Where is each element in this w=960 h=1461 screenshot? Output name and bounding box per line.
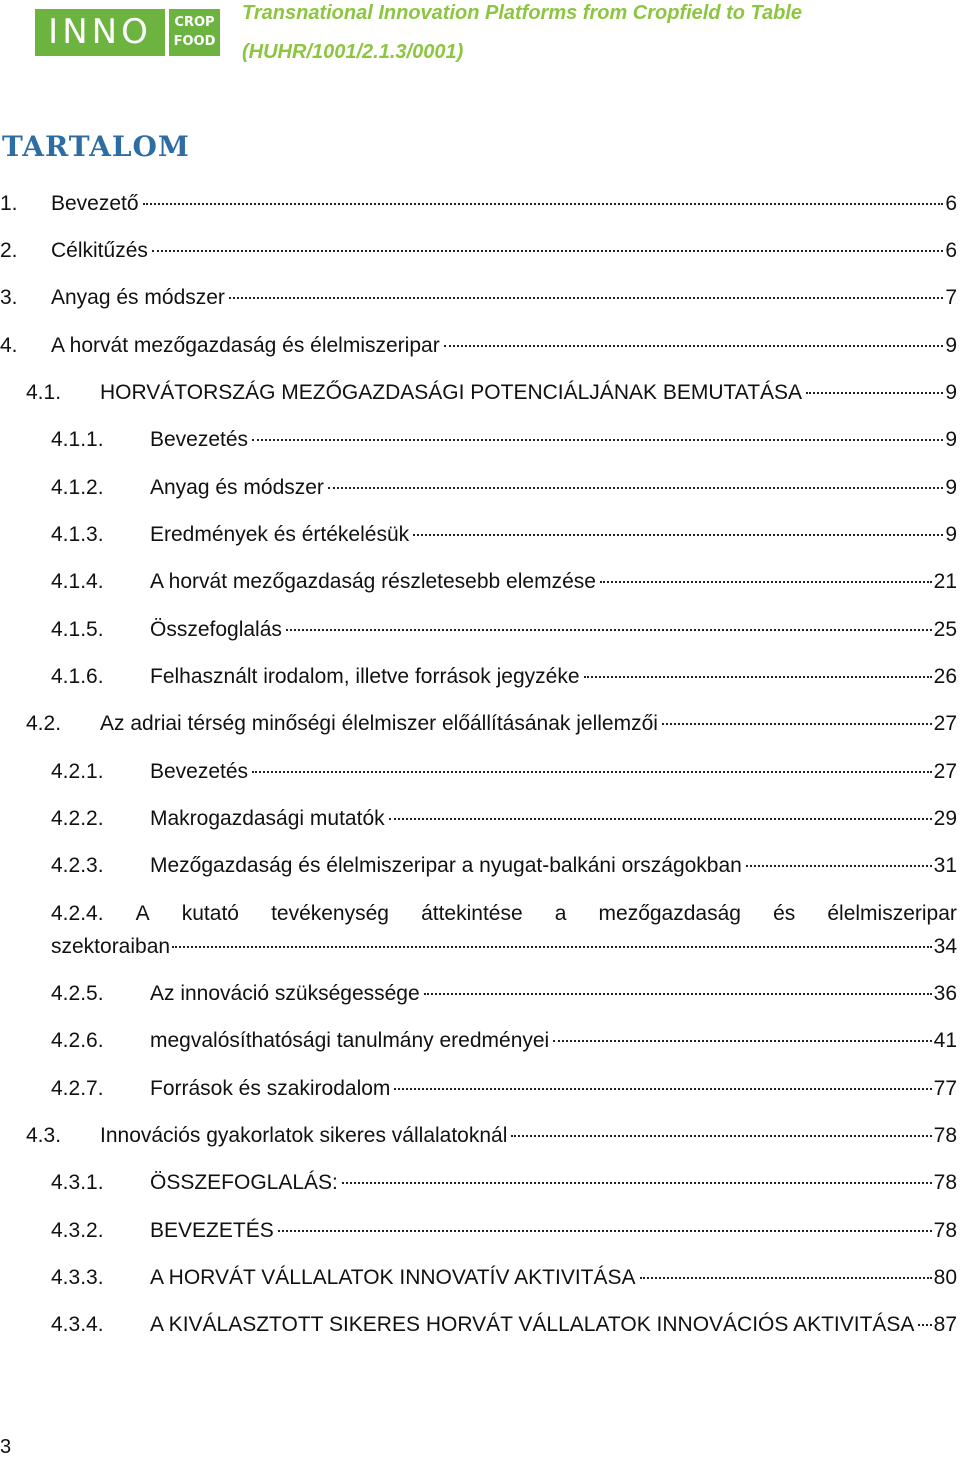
logo-food-text: FOOD bbox=[173, 34, 216, 49]
toc-entry-title: megvalósíthatósági tanulmány eredményei bbox=[150, 1029, 550, 1052]
toc-entry-number: 4.2.3. bbox=[51, 854, 104, 877]
toc-entry-title: Mezőgazdaság és élelmiszeripar a nyugat-balkáni országokban bbox=[150, 854, 742, 877]
toc-entry-number: 4.2.7. bbox=[51, 1077, 104, 1100]
project-title: Transnational Innovation Platforms from Cropfield to Table bbox=[242, 2, 803, 24]
toc-entry-title-word: áttekintése bbox=[421, 902, 523, 925]
toc-entry-leader bbox=[150, 1261, 957, 1295]
toc-entry-page: 78 bbox=[933, 1124, 957, 1147]
toc-entry-leader bbox=[51, 281, 957, 315]
toc-entry[interactable] bbox=[0, 1261, 960, 1295]
toc-entry[interactable] bbox=[0, 977, 960, 1011]
toc-dot-leader bbox=[278, 1230, 932, 1232]
toc-entry[interactable] bbox=[0, 707, 960, 741]
toc-entry-number: 4.2. bbox=[26, 712, 62, 735]
toc-entry-leader bbox=[150, 1024, 957, 1058]
toc-entry-title: A horvát mezőgazdaság részletesebb elemzése bbox=[150, 570, 596, 593]
toc-entry-title: Bevezetés bbox=[150, 428, 249, 451]
toc-entry-leader bbox=[150, 471, 957, 505]
toc-entry-number: 4.3. bbox=[26, 1124, 62, 1147]
toc-entry-title: Innovációs gyakorlatok sikeres vállalatoknál bbox=[100, 1124, 508, 1147]
toc-entry-wrapped-line1 bbox=[51, 897, 957, 931]
toc-entry-number: 4.1. bbox=[26, 381, 62, 404]
toc-entry[interactable] bbox=[0, 423, 960, 457]
toc-entry[interactable] bbox=[0, 471, 960, 505]
toc-entry-title-word: kutató bbox=[181, 902, 239, 925]
toc-entry[interactable] bbox=[0, 281, 960, 315]
toc-entry-title: szektoraiban bbox=[51, 935, 171, 958]
toc-entry-number: 4.2.2. bbox=[51, 807, 104, 830]
toc-entry-number: 4.2.5. bbox=[51, 982, 104, 1005]
toc-dot-leader bbox=[746, 865, 932, 867]
toc-entry-leader bbox=[150, 613, 957, 647]
logo-crop-text: CROP bbox=[174, 15, 215, 30]
toc-dot-leader bbox=[511, 1135, 931, 1137]
toc-entry-page: 78 bbox=[933, 1171, 957, 1194]
toc-entry[interactable] bbox=[0, 1072, 960, 1106]
toc-heading: TARTALOM bbox=[2, 130, 190, 163]
toc-entry-page: 6 bbox=[945, 239, 957, 262]
toc-entry-number: 4.1.5. bbox=[51, 618, 104, 641]
toc-dot-leader bbox=[640, 1277, 932, 1279]
toc-entry[interactable] bbox=[0, 1308, 960, 1342]
toc-entry-page: 27 bbox=[933, 760, 957, 783]
toc-entry-title: BEVEZETÉS bbox=[150, 1219, 274, 1242]
toc-entry-page: 6 bbox=[945, 192, 957, 215]
toc-entry-page: 80 bbox=[933, 1266, 957, 1289]
toc-entry-title: HORVÁTORSZÁG MEZŐGAZDASÁGI POTENCIÁLJÁNAK BEMUTATÁSA bbox=[100, 381, 803, 404]
toc-entry-leader bbox=[150, 660, 957, 694]
toc-entry-page: 9 bbox=[945, 381, 957, 404]
toc-entry-leader bbox=[150, 423, 957, 457]
toc-entry-page: 26 bbox=[933, 665, 957, 688]
logo-inno-text: INNO bbox=[35, 9, 165, 56]
toc-entry[interactable] bbox=[0, 376, 960, 410]
toc-entry-title: Eredmények és értékelésük bbox=[150, 523, 410, 546]
toc-entry[interactable] bbox=[0, 1119, 960, 1153]
toc-dot-leader bbox=[600, 581, 932, 583]
toc-dot-leader bbox=[394, 1088, 931, 1090]
toc-entry-leader bbox=[100, 1119, 957, 1153]
toc-entry-title: Összefoglalás bbox=[150, 618, 282, 641]
toc-dot-leader bbox=[252, 771, 932, 773]
toc-entry-title-word: mezőgazdaság bbox=[598, 902, 741, 925]
toc-entry-leader bbox=[150, 565, 957, 599]
toc-entry-number: 4.1.2. bbox=[51, 476, 104, 499]
project-code: (HUHR/1001/2.1.3/0001) bbox=[242, 41, 464, 63]
toc-entry-page: 78 bbox=[933, 1219, 957, 1242]
toc-entry-title-word: A bbox=[135, 902, 150, 925]
toc-entry-page: 9 bbox=[945, 523, 957, 546]
toc-dot-leader bbox=[252, 439, 943, 441]
toc-entry-title: Felhasznált irodalom, illetve források jegyzéke bbox=[150, 665, 580, 688]
toc-entry-page: 27 bbox=[933, 712, 957, 735]
toc-entry-number: 4.2.1. bbox=[51, 760, 104, 783]
toc-entry-page: 25 bbox=[933, 618, 957, 641]
toc-entry-page: 87 bbox=[933, 1313, 957, 1336]
toc-entry-title-word: a bbox=[554, 902, 567, 925]
toc-entry-wrapped-line2 bbox=[51, 930, 957, 964]
toc-dot-leader bbox=[389, 818, 932, 820]
toc-entry-number: 4.1.3. bbox=[51, 523, 104, 546]
toc-entry-leader bbox=[150, 849, 957, 883]
toc-entry-number: 4.1.1. bbox=[51, 428, 104, 451]
toc-entry-page: 29 bbox=[933, 807, 957, 830]
toc-entry-page: 77 bbox=[933, 1077, 957, 1100]
page-number: 3 bbox=[0, 1436, 12, 1458]
toc-entry-leader bbox=[150, 977, 957, 1011]
toc-entry-leader bbox=[150, 1308, 957, 1342]
toc-entry-title: Az adriai térség minőségi élelmiszer előállításának jellemzői bbox=[100, 712, 658, 735]
toc-entry-number: 4.3.2. bbox=[51, 1219, 104, 1242]
toc-entry-number: 4.2.4. bbox=[51, 902, 104, 925]
toc-dot-leader bbox=[553, 1040, 931, 1042]
toc-entry-leader bbox=[100, 707, 957, 741]
toc-entry-page: 9 bbox=[945, 334, 957, 357]
toc-entry-leader bbox=[100, 376, 957, 410]
toc-dot-leader bbox=[662, 723, 932, 725]
toc-entry-leader bbox=[150, 802, 957, 836]
toc-entry-number: 4. bbox=[0, 334, 18, 357]
toc-entry-page: 41 bbox=[933, 1029, 957, 1052]
toc-entry-leader bbox=[51, 329, 957, 363]
toc-entry[interactable] bbox=[0, 518, 960, 552]
toc-entry[interactable] bbox=[0, 802, 960, 836]
toc-entry-title: A KIVÁLASZTOTT SIKERES HORVÁT VÁLLALATOK INNOVÁCIÓS AKTIVITÁSA bbox=[150, 1313, 915, 1336]
toc-dot-leader bbox=[424, 993, 932, 995]
toc-entry-title: Makrogazdasági mutatók bbox=[150, 807, 385, 830]
toc-entry-title: Bevezető bbox=[51, 192, 139, 215]
toc-entry-number: 2. bbox=[0, 239, 18, 262]
toc-entry[interactable] bbox=[0, 1166, 960, 1200]
toc-entry[interactable] bbox=[0, 565, 960, 599]
toc-entry-page: 7 bbox=[945, 286, 957, 309]
toc-entry-number: 3. bbox=[0, 286, 18, 309]
toc-entry-title: Anyag és módszer bbox=[51, 286, 225, 309]
toc-entry-number: 4.1.4. bbox=[51, 570, 104, 593]
toc-entry-title: Anyag és módszer bbox=[150, 476, 324, 499]
toc-dot-leader bbox=[143, 203, 944, 205]
toc-entry-title: Az innováció szükségessége bbox=[150, 982, 420, 1005]
toc-entry-title: A HORVÁT VÁLLALATOK INNOVATÍV AKTIVITÁSA bbox=[150, 1266, 636, 1289]
toc-entry-leader bbox=[150, 1072, 957, 1106]
toc-entry[interactable] bbox=[0, 755, 960, 789]
toc-dot-leader bbox=[152, 250, 943, 252]
toc-entry-title-word: élelmiszeripar bbox=[827, 902, 957, 925]
toc-dot-leader bbox=[286, 629, 932, 631]
toc-entry-leader bbox=[150, 518, 957, 552]
toc-entry-title: Célkitűzés bbox=[51, 239, 148, 262]
toc-entry-number: 4.1.6. bbox=[51, 665, 104, 688]
toc-entry-leader bbox=[150, 1166, 957, 1200]
toc-entry-page: 9 bbox=[945, 476, 957, 499]
toc-dot-leader bbox=[584, 676, 932, 678]
toc-entry-page: 21 bbox=[933, 570, 957, 593]
toc-entry-number: 4.3.3. bbox=[51, 1266, 104, 1289]
toc-entry[interactable] bbox=[0, 660, 960, 694]
toc-entry-page: 31 bbox=[933, 854, 957, 877]
toc-entry-number: 1. bbox=[0, 192, 18, 215]
toc-entry-page: 34 bbox=[933, 935, 957, 958]
toc-entry-title-word: tevékenység bbox=[271, 902, 389, 925]
toc-entry-leader bbox=[51, 234, 957, 268]
toc-dot-leader bbox=[806, 392, 943, 394]
toc-dot-leader bbox=[172, 946, 932, 948]
toc-entry-number: 4.3.4. bbox=[51, 1313, 104, 1336]
toc-entry-title: Források és szakirodalom bbox=[150, 1077, 391, 1100]
toc-dot-leader bbox=[328, 487, 943, 489]
toc-entry-page: 9 bbox=[945, 428, 957, 451]
toc-dot-leader bbox=[342, 1182, 932, 1184]
toc-entry[interactable] bbox=[0, 1024, 960, 1058]
toc-entry-leader bbox=[150, 755, 957, 789]
toc-entry-number: 4.2.6. bbox=[51, 1029, 104, 1052]
toc-dot-leader bbox=[229, 297, 943, 299]
toc-entry-title: A horvát mezőgazdaság és élelmiszeripar bbox=[51, 334, 440, 357]
toc-entry-number: 4.3.1. bbox=[51, 1171, 104, 1194]
toc-dot-leader bbox=[413, 534, 943, 536]
toc-entry[interactable] bbox=[0, 1214, 960, 1248]
toc-entry[interactable] bbox=[0, 187, 960, 221]
toc-entry[interactable] bbox=[0, 613, 960, 647]
toc-entry-leader bbox=[51, 187, 957, 221]
toc-entry[interactable] bbox=[0, 849, 960, 883]
toc-entry-title: ÖSSZEFOGLALÁS: bbox=[150, 1171, 338, 1194]
toc-entry-title-word: és bbox=[773, 902, 796, 925]
toc-entry[interactable] bbox=[0, 329, 960, 363]
toc-entry[interactable] bbox=[0, 234, 960, 268]
toc-entry-wrapped[interactable] bbox=[0, 897, 960, 967]
toc-dot-leader bbox=[444, 345, 944, 347]
toc-entry-leader bbox=[150, 1214, 957, 1248]
toc-entry-title: Bevezetés bbox=[150, 760, 249, 783]
toc-entry-page: 36 bbox=[933, 982, 957, 1005]
toc-dot-leader bbox=[918, 1324, 931, 1326]
